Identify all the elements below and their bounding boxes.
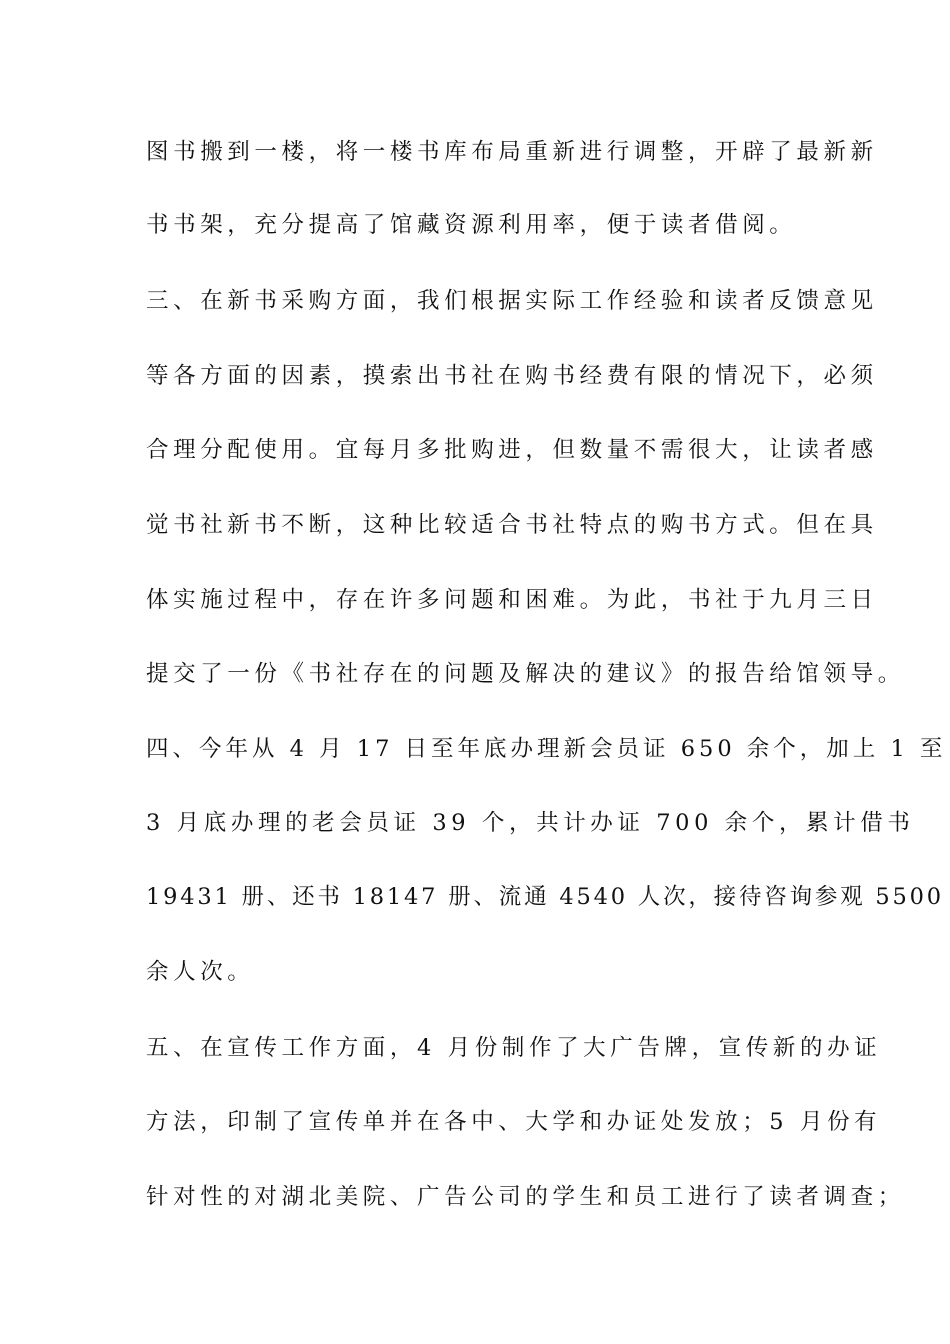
text-line: 图书搬到一楼，将一楼书库布局重新进行调整，开辟了最新新 (146, 139, 878, 165)
text-line: 体实施过程中，存在许多问题和困难。为此，书社于九月三日 (146, 587, 878, 613)
text-line: 等各方面的因素，摸索出书社在购书经费有限的情况下，必须 (146, 363, 878, 389)
text-line: 五、在宣传工作方面，4 月份制作了大广告牌，宣传新的办证 (146, 1035, 882, 1061)
text-line: 方法，印制了宣传单并在各中、大学和办证处发放；5 月份有 (146, 1109, 882, 1135)
text-line: 合理分配使用。宜每月多批购进，但数量不需很大，让读者感 (146, 437, 878, 463)
text-line: 提交了一份《书社存在的问题及解决的建议》的报告给馆领导。 (146, 661, 905, 687)
text-line: 书书架，充分提高了馆藏资源利用率，便于读者借阅。 (146, 212, 797, 238)
text-line: 针对性的对湖北美院、广告公司的学生和员工进行了读者调查； (146, 1184, 905, 1210)
text-line: 3 月底办理的老会员证 39 个，共计办证 700 余个，累计借书 (146, 810, 915, 836)
text-line: 四、今年从 4 月 17 日至年底办理新会员证 650 余个，加上 1 至 (146, 736, 947, 762)
text-line: 余人次。 (146, 959, 255, 985)
text-line: 觉书社新书不断，这种比较适合书社特点的购书方式。但在具 (146, 512, 878, 538)
text-line: 三、在新书采购方面，我们根据实际工作经验和读者反馈意见 (146, 288, 878, 314)
text-line: 19431 册、还书 18147 册、流通 4540 人次，接待咨询参观 5500 (146, 884, 944, 910)
